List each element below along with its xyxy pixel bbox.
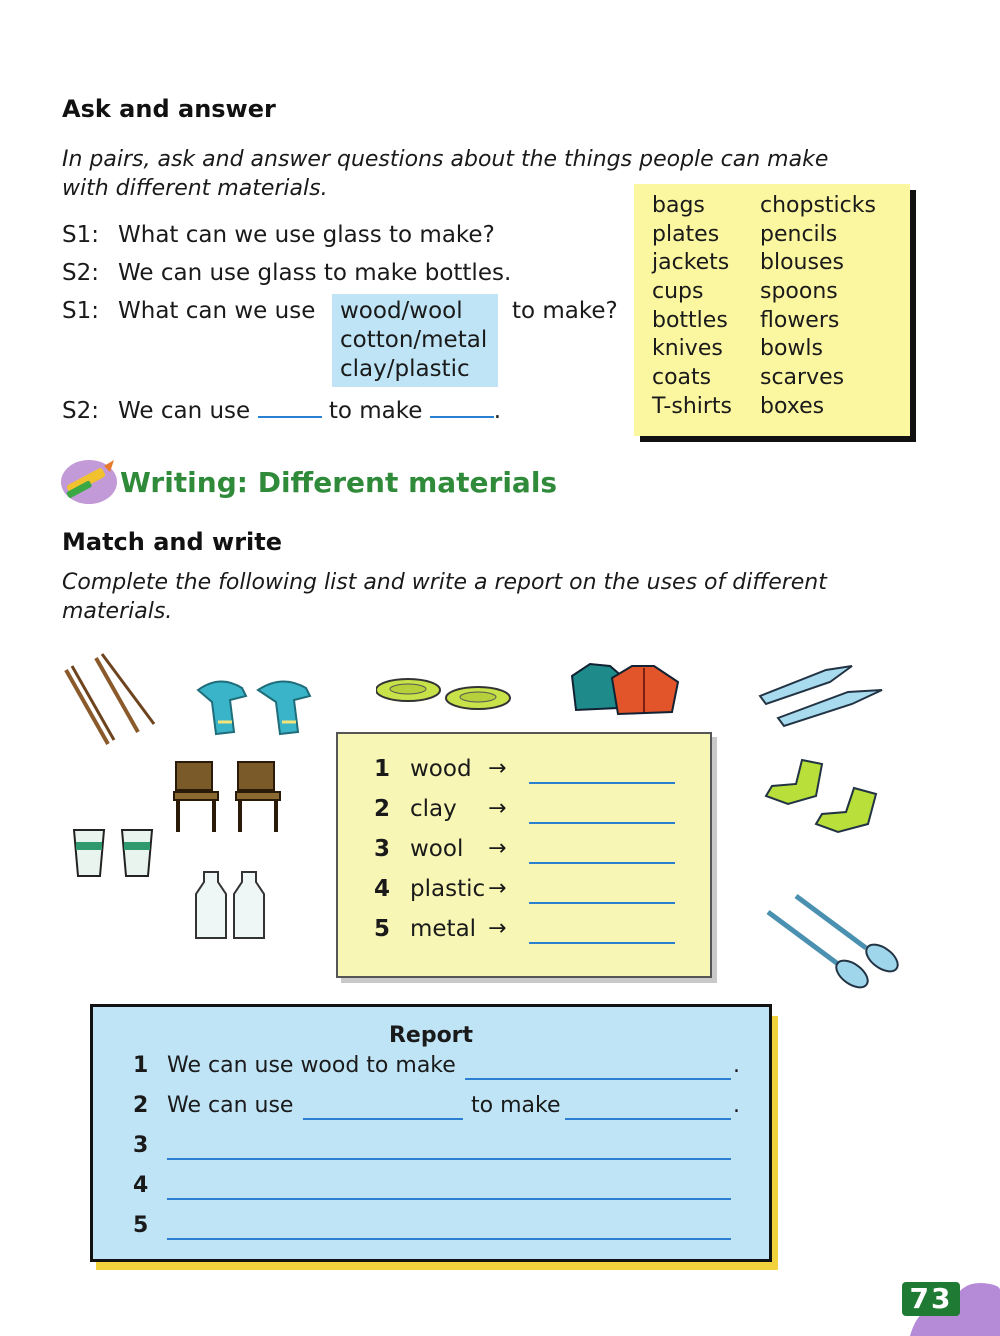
report-line-3 bbox=[123, 1133, 743, 1163]
row-number: 3 bbox=[374, 836, 391, 862]
speaker-label: S2: bbox=[62, 260, 99, 286]
report-text: to make bbox=[471, 1093, 561, 1118]
speaker-label: S1: bbox=[62, 222, 99, 248]
answer-blank[interactable] bbox=[529, 902, 675, 904]
dialogue-line-2 bbox=[62, 260, 511, 286]
row-number: 1 bbox=[133, 1053, 149, 1078]
answer-blank[interactable] bbox=[465, 1077, 731, 1080]
match-instruction-line2: materials. bbox=[62, 599, 173, 624]
arrow-icon: → bbox=[488, 796, 507, 821]
word-column-2 bbox=[760, 192, 876, 422]
answer-blank[interactable] bbox=[167, 1157, 731, 1160]
writing-title: Writing: Different materials bbox=[120, 466, 558, 499]
jackets-icon bbox=[566, 658, 684, 716]
answer-blank[interactable] bbox=[167, 1237, 731, 1240]
arrow-icon: → bbox=[488, 876, 507, 901]
word-item: blouses bbox=[760, 250, 844, 276]
word-item: chopsticks bbox=[760, 193, 876, 218]
word-item: bottles bbox=[652, 307, 728, 333]
word-box bbox=[634, 184, 910, 436]
ask-instruction-line2: with different materials. bbox=[62, 176, 328, 201]
material-label: wool bbox=[410, 836, 464, 862]
dialogue-text: to make bbox=[328, 398, 423, 424]
word-item: jackets bbox=[652, 250, 730, 276]
dialogue-line-3 bbox=[62, 298, 315, 324]
arrow-icon: → bbox=[488, 836, 507, 861]
word-item: plates bbox=[652, 221, 720, 247]
row-number: 4 bbox=[374, 876, 391, 902]
dialogue-text: We can use bbox=[118, 398, 251, 424]
row-number: 1 bbox=[374, 756, 391, 782]
pencil-icon bbox=[60, 456, 118, 506]
dialogue-text: What can we use bbox=[118, 298, 316, 324]
ask-instruction-line1: In pairs, ask and answer questions about the things people can make bbox=[62, 147, 829, 172]
dialogue-line-3-end: to make? bbox=[512, 298, 618, 324]
word-item: pencils bbox=[760, 221, 838, 247]
row-number: 5 bbox=[374, 916, 391, 942]
report-box bbox=[90, 1004, 772, 1262]
answer-blank[interactable] bbox=[529, 862, 675, 864]
material-label: plastic bbox=[410, 876, 486, 902]
material-option: clay/plastic bbox=[340, 356, 470, 382]
report-title: Report bbox=[388, 1023, 474, 1048]
cups-icon bbox=[70, 826, 160, 880]
report-period: . bbox=[733, 1093, 740, 1118]
match-row bbox=[374, 836, 694, 876]
answer-blank[interactable] bbox=[167, 1197, 731, 1200]
material-label: clay bbox=[410, 796, 457, 822]
dialogue-period: . bbox=[493, 398, 502, 424]
report-line-4 bbox=[123, 1173, 743, 1203]
match-row bbox=[374, 916, 694, 956]
scarves-icon bbox=[190, 672, 320, 738]
report-period: . bbox=[733, 1053, 740, 1078]
row-number: 3 bbox=[133, 1133, 149, 1158]
answer-blank[interactable] bbox=[529, 782, 675, 784]
answer-blank[interactable] bbox=[258, 394, 322, 418]
word-item: T-shirts bbox=[652, 393, 733, 419]
chairs-icon bbox=[172, 758, 294, 834]
material-option: wood/wool bbox=[340, 298, 463, 324]
match-row bbox=[374, 876, 694, 916]
material-options-box bbox=[332, 294, 498, 387]
spoons-icon bbox=[764, 892, 904, 992]
match-instruction bbox=[62, 568, 882, 626]
match-list-box bbox=[336, 732, 712, 978]
row-number: 2 bbox=[133, 1093, 149, 1118]
report-text: We can use wood to make bbox=[167, 1053, 456, 1078]
word-item: cups bbox=[652, 279, 704, 305]
match-instruction-line1: Complete the following list and write a report on the uses of different bbox=[62, 570, 827, 595]
report-line-1 bbox=[123, 1053, 743, 1083]
material-label: wood bbox=[410, 756, 472, 782]
dialogue-line-1 bbox=[62, 222, 495, 248]
match-row bbox=[374, 756, 694, 796]
word-item: scarves bbox=[760, 365, 845, 391]
arrow-icon: → bbox=[488, 916, 507, 941]
arrow-icon: → bbox=[488, 756, 507, 781]
answer-blank[interactable] bbox=[529, 942, 675, 944]
word-item: knives bbox=[652, 336, 723, 362]
page-number: 73 bbox=[902, 1282, 960, 1316]
material-option: cotton/metal bbox=[340, 327, 488, 353]
word-item: coats bbox=[652, 365, 712, 391]
row-number: 5 bbox=[133, 1213, 149, 1238]
word-item: bags bbox=[652, 193, 705, 218]
answer-blank[interactable] bbox=[303, 1117, 463, 1120]
dialogue-text: We can use glass to make bottles. bbox=[118, 260, 512, 286]
report-line-2 bbox=[123, 1093, 743, 1123]
ask-answer-heading: Ask and answer bbox=[62, 95, 276, 123]
answer-blank[interactable] bbox=[565, 1117, 731, 1120]
word-item: bowls bbox=[760, 336, 823, 362]
dialogue-line-4 bbox=[62, 394, 501, 424]
socks-icon bbox=[758, 756, 882, 836]
match-write-heading: Match and write bbox=[62, 528, 283, 556]
material-label: metal bbox=[410, 916, 477, 942]
report-text: We can use bbox=[167, 1093, 294, 1118]
plates-icon bbox=[376, 676, 512, 712]
speaker-label: S2: bbox=[62, 398, 99, 424]
row-number: 4 bbox=[133, 1173, 149, 1198]
bottles-icon bbox=[192, 868, 272, 942]
row-number: 2 bbox=[374, 796, 391, 822]
speaker-label: S1: bbox=[62, 298, 99, 324]
word-item: spoons bbox=[760, 279, 838, 305]
answer-blank[interactable] bbox=[529, 822, 675, 824]
match-row bbox=[374, 796, 694, 836]
report-line-5 bbox=[123, 1213, 743, 1243]
dialogue-text: What can we use glass to make? bbox=[118, 222, 495, 248]
word-item: boxes bbox=[760, 393, 825, 419]
knives-icon bbox=[756, 662, 886, 728]
answer-blank[interactable] bbox=[430, 394, 494, 418]
chopsticks-icon bbox=[62, 652, 158, 748]
word-item: flowers bbox=[760, 307, 840, 333]
word-column-1 bbox=[652, 192, 732, 422]
